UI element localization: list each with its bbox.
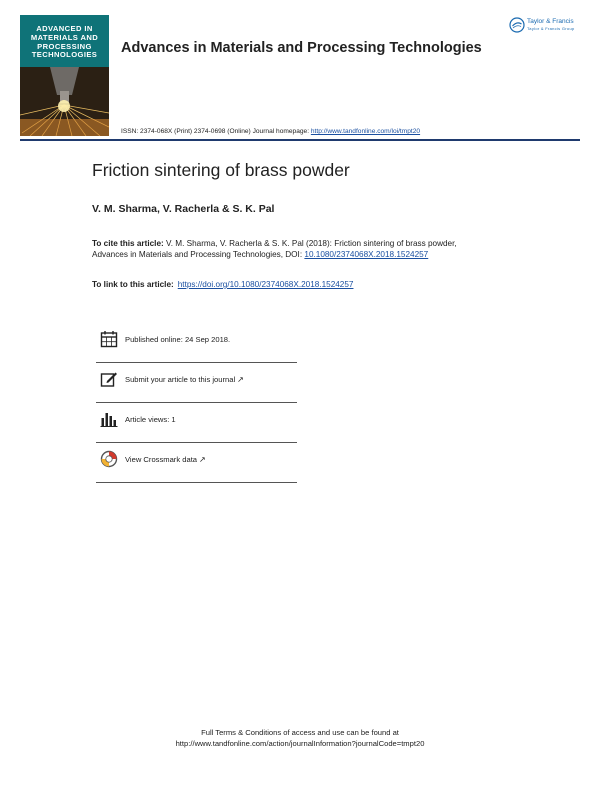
calendar-icon (100, 330, 118, 348)
crossmark-icon (100, 450, 118, 468)
issn-line (121, 128, 420, 135)
cover-title-line: ADVANCED IN (36, 24, 93, 33)
crossmark-link[interactable] (125, 455, 206, 464)
cover-title-text (20, 25, 109, 60)
published-online-item (96, 322, 297, 363)
publisher-logo-name: Taylor & Francis (527, 18, 574, 25)
article-views-item (96, 402, 297, 443)
article-link-line (92, 280, 353, 289)
publisher-logo[interactable] (509, 17, 584, 35)
external-link-icon: ↗ (199, 455, 206, 464)
footer-terms-text: Full Terms & Conditions of access and use can be found at (201, 728, 399, 737)
footer-terms-link[interactable]: http://www.tandfonline.com/action/journalInformation?journalCode=tmpt20 (175, 739, 425, 748)
citation-text: V. M. Sharma, V. Racherla & S. K. Pal (2018): Friction sintering of brass powder, Advances in Materials and Processing Technologies, DOI: (92, 239, 457, 259)
journal-title: Advances in Materials and Processing Technologies (121, 40, 482, 56)
publisher-logo-icon (509, 17, 525, 33)
published-online-text: Published online: 24 Sep 2018. (125, 335, 231, 344)
publisher-logo-sub: Taylor & Francis Group (527, 26, 575, 31)
cover-title-line: TECHNOLOGIES (31, 50, 98, 60)
citation-label: To cite this article: (92, 239, 164, 248)
header-divider (20, 139, 580, 141)
cover-title-line: MATERIALS AND (30, 32, 99, 42)
issn-text: ISSN: 2374-068X (Print) 2374-0698 (Online) Journal homepage: (121, 128, 311, 135)
bar-chart-icon (100, 410, 118, 428)
article-authors: V. M. Sharma, V. Racherla & S. K. Pal (92, 203, 275, 215)
crossmark-text: View Crossmark data (125, 455, 198, 464)
article-title: Friction sintering of brass powder (92, 160, 350, 180)
submit-article-link[interactable] (125, 375, 244, 384)
article-link-label: To link to this article: (92, 280, 174, 289)
external-link-icon: ↗ (237, 375, 244, 384)
footer-terms (0, 727, 600, 749)
journal-cover-image (20, 15, 109, 136)
submit-article-item[interactable] (96, 362, 297, 403)
article-doi-link[interactable]: https://doi.org/10.1080/2374068X.2018.1524257 (177, 280, 354, 289)
article-views-text: Article views: 1 (125, 415, 176, 424)
citation-block (92, 238, 462, 260)
cover-title-line: PROCESSING (37, 41, 92, 51)
crossmark-item[interactable] (96, 442, 297, 483)
journal-homepage-link[interactable]: http://www.tandfonline.com/loi/tmpt20 (310, 128, 421, 135)
citation-doi-link[interactable]: 10.1080/2374068X.2018.1524257 (304, 250, 429, 259)
edit-icon (100, 370, 118, 388)
submit-article-text: Submit your article to this journal (125, 375, 236, 384)
